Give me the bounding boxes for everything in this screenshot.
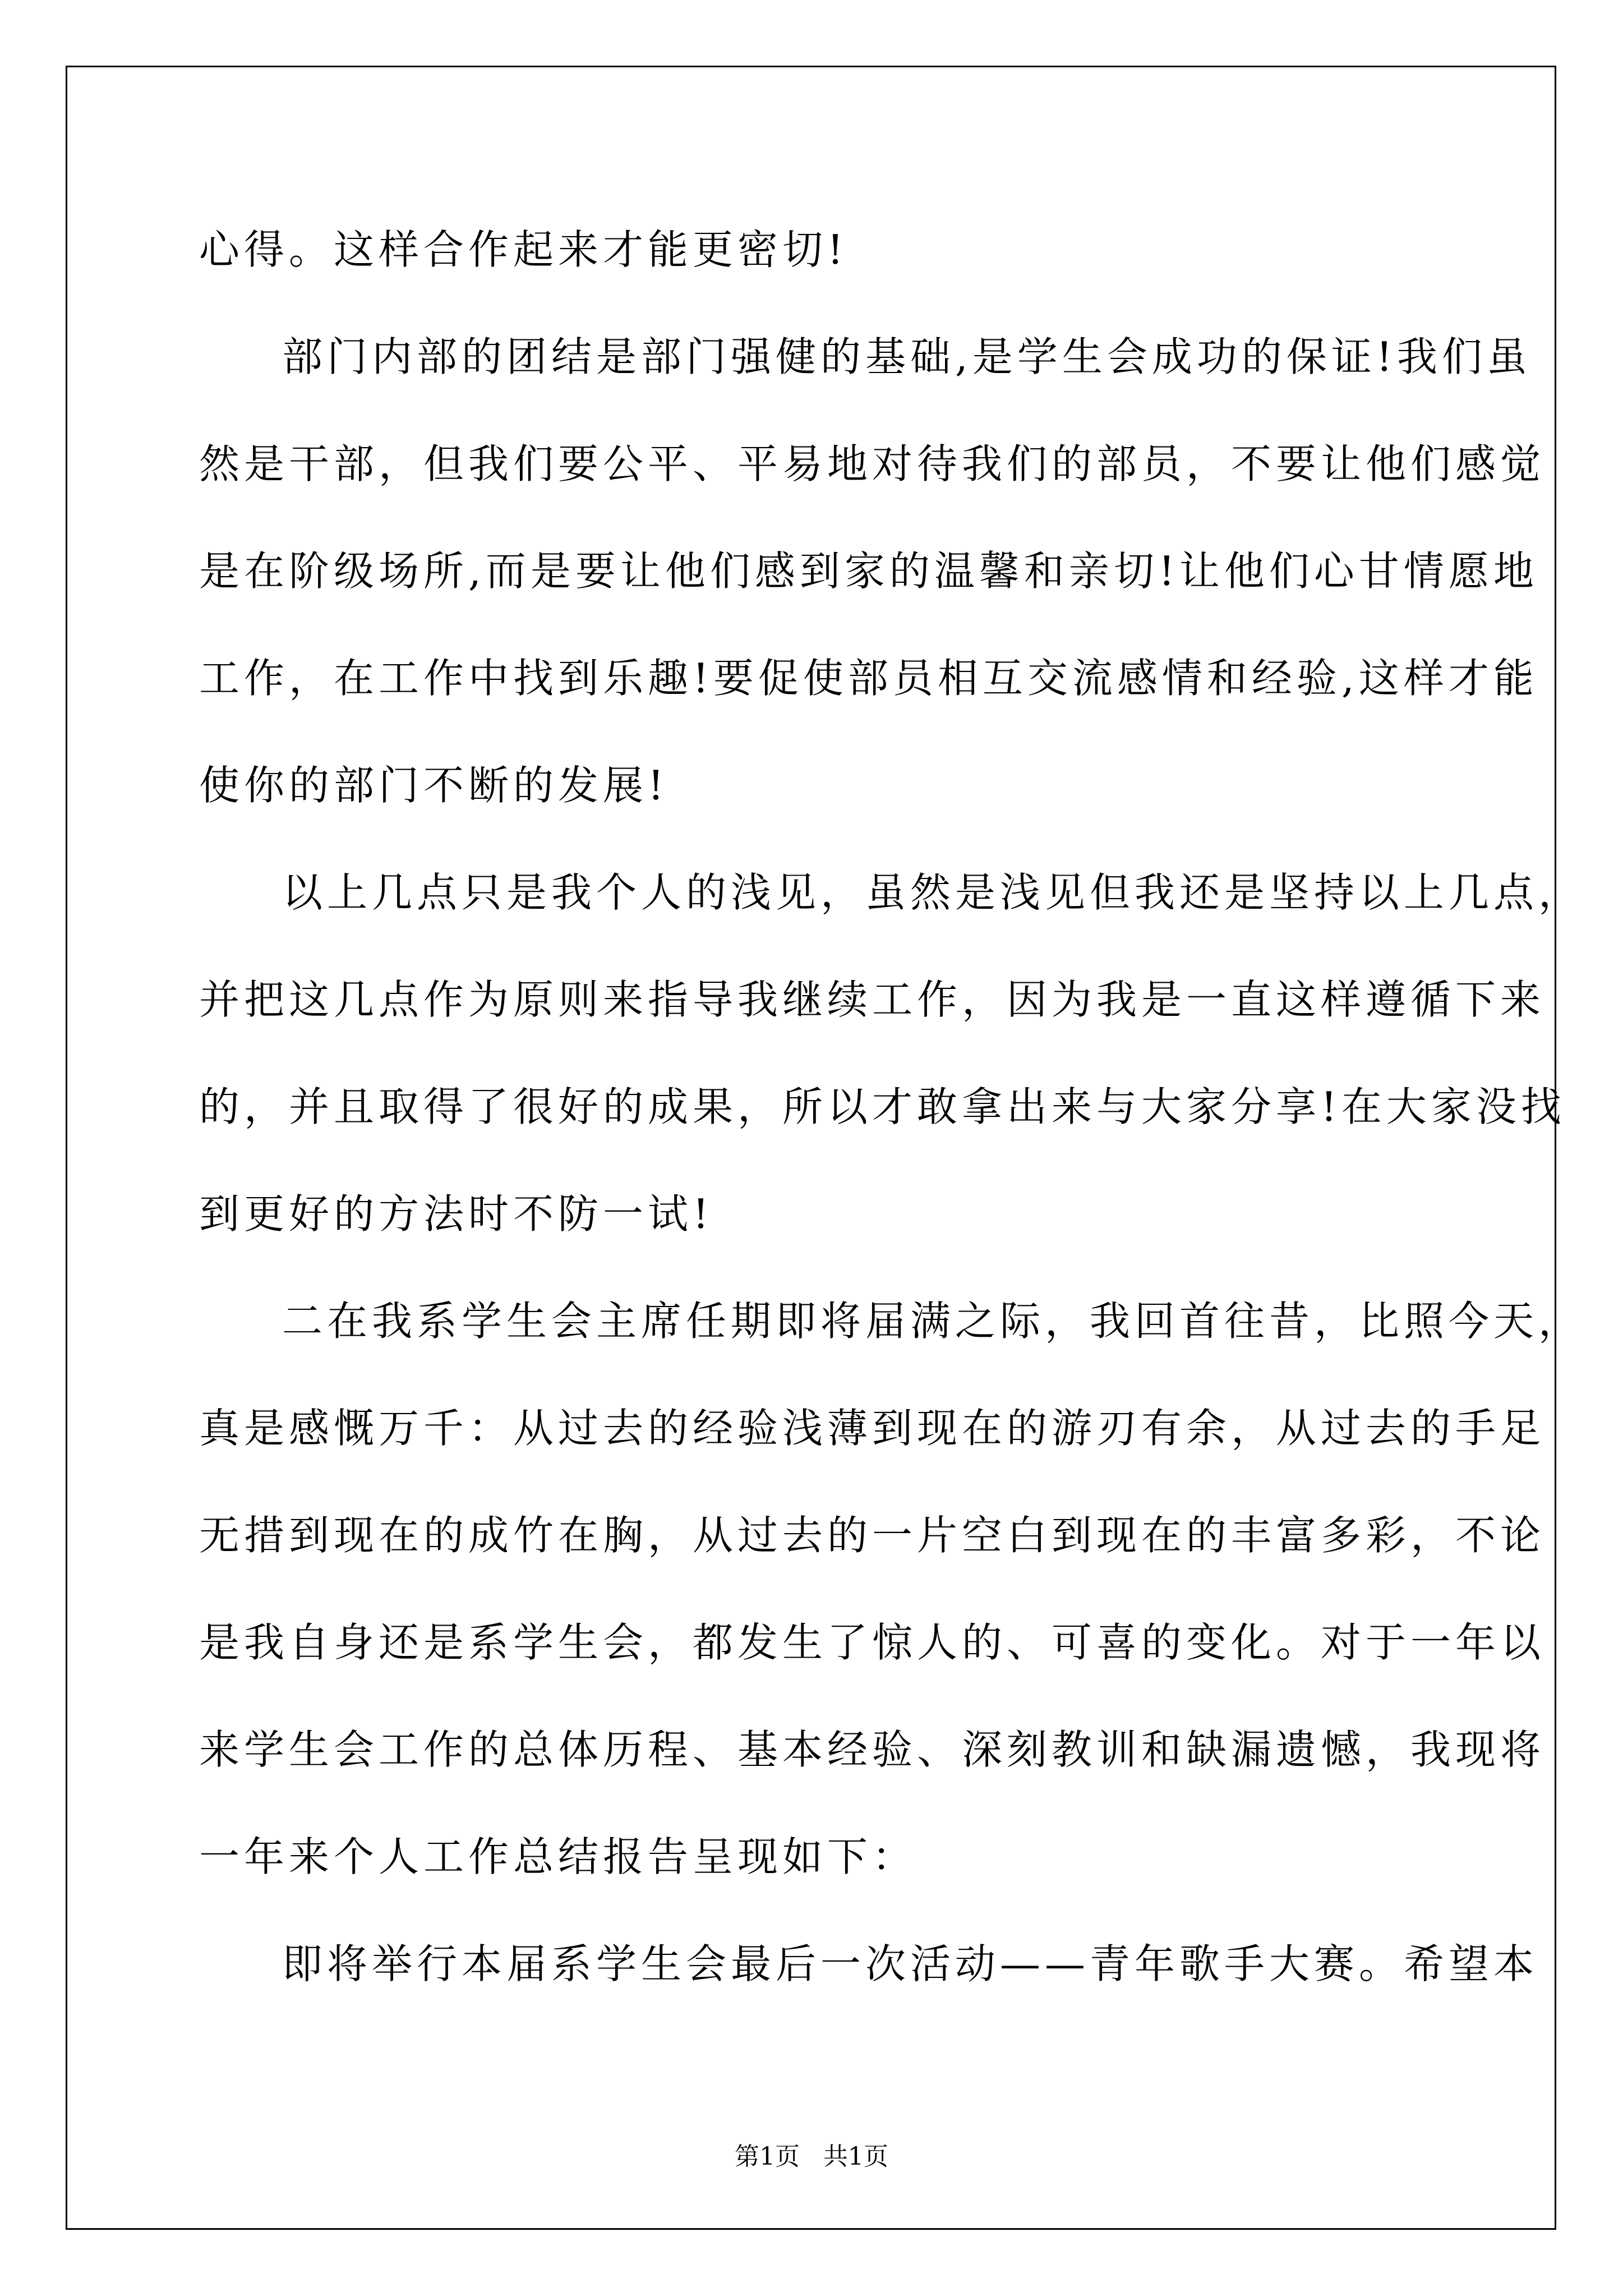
text-line: 工作，在工作中找到乐趣!要促使部员相互交流感情和经验,这样才能 [199,655,1538,702]
page-number-footer: 第1页 共1页 [735,2142,888,2171]
text-line: 是我自身还是系学生会，都发生了惊人的、可喜的变化。对于一年以 [199,1619,1546,1666]
document-body [199,213,1584,2035]
text-line: 来学生会工作的总体历程、基本经验、深刻教训和缺漏遗憾，我现将 [199,1726,1546,1773]
text-line: 并把这几点作为原则来指导我继续工作，因为我是一直这样遵循下来 [199,976,1546,1023]
text-line: 是在阶级场所,而是要让他们感到家的温馨和亲切!让他们心甘情愿地 [199,547,1538,595]
text-line: 的，并且取得了很好的成果，所以才敢拿出来与大家分享!在大家没找 [199,1083,1566,1130]
text-line: 到更好的方法时不防一试! [199,1190,713,1237]
text-line: 使你的部门不断的发展! [199,762,668,809]
text-line: 然是干部，但我们要公平、平易地对待我们的部员，不要让他们感觉 [199,440,1546,487]
text-line: 以上几点只是我个人的浅见，虽然是浅见但我还是坚持以上几点， [282,869,1584,916]
text-line: 无措到现在的成竹在胸，从过去的一片空白到现在的丰富多彩，不论 [199,1512,1546,1559]
text-line: 心得。这样合作起来才能更密切! [199,226,848,273]
text-line: 二在我系学生会主席任期即将届满之际，我回首往昔，比照今天， [282,1297,1584,1345]
text-line: 部门内部的团结是部门强健的基础,是学生会成功的保证!我们虽 [282,333,1532,380]
text-line: 真是感慨万千：从过去的经验浅薄到现在的游刃有余，从过去的手足 [199,1405,1546,1452]
text-line: 一年来个人工作总结报告呈现如下： [199,1833,917,1880]
text-line: 即将举行本届系学生会最后一次活动——青年歌手大赛。希望本 [282,1940,1539,1987]
